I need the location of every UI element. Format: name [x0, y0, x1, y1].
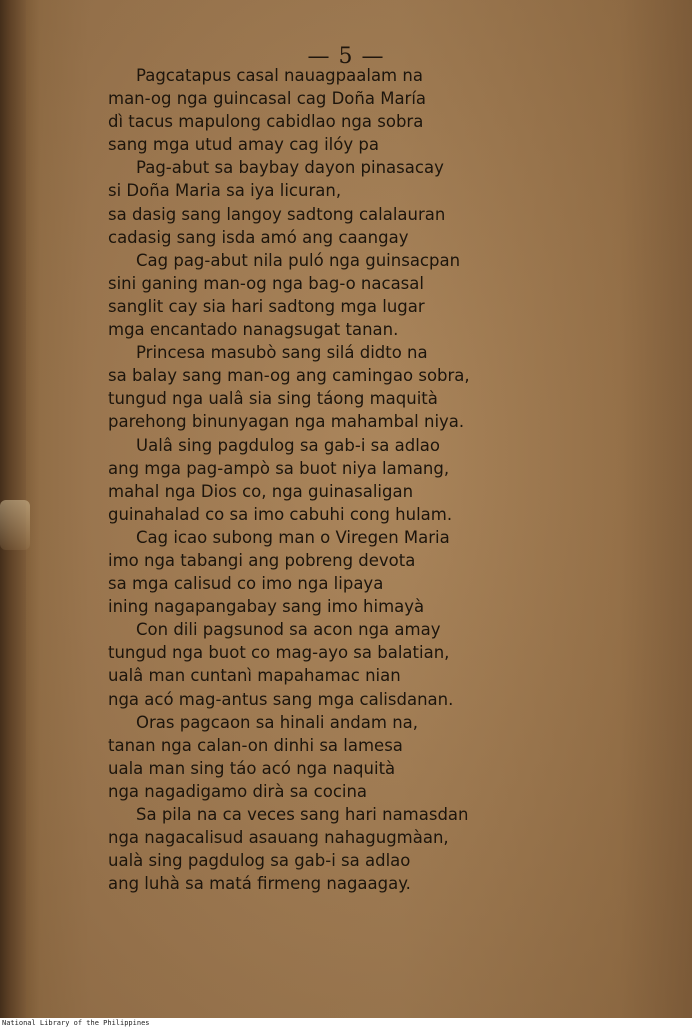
poem-line: man-og nga guincasal cag Doña María — [108, 89, 427, 109]
poem-line: si Doña Maria sa iya licuran, — [108, 181, 342, 201]
poem-line: ualâ man cuntanì mapahamac nian — [108, 666, 401, 686]
poem-line: uala man sing táo acó nga naquità — [108, 758, 396, 778]
poem-line: ang luhà sa matá firmeng nagaagay. — [108, 874, 411, 894]
poem-line: Princesa masubò sang silá didto na — [136, 343, 428, 363]
poem-line: Cag icao subong man o Viregen Maria — [136, 527, 450, 547]
poem-line: ang mga pag-ampò sa buot niya lamang, — [108, 458, 450, 478]
poem-line: nga nagacalisud asauang nahagugmàan, — [108, 828, 449, 848]
poem-line: Pagcatapus casal nauagpaalam na — [136, 66, 423, 85]
poem-line: tungud nga ualâ sia sing táong maquità — [108, 389, 438, 409]
poem-line: sa mga calisud co imo nga lipaya — [108, 574, 384, 594]
poem-line: tanan nga calan-on dinhi sa lamesa — [108, 735, 403, 755]
poem-line: cadasig sang isda amó ang caangay — [108, 227, 409, 247]
poem-line: Cag pag-abut nila puló nga guinsacpan — [136, 250, 461, 270]
poem-line: Con dili pagsunod sa acon nga amay — [136, 620, 441, 640]
poem-line: sang mga utud amay cag ilóy pa — [108, 135, 379, 155]
binding-thread — [0, 500, 30, 550]
poem-line: Ualâ sing pagdulog sa gab-i sa adlao — [136, 435, 440, 455]
poem-line: mga encantado nanagsugat tanan. — [108, 320, 399, 340]
footer-credit: National Library of the Philippines — [2, 1019, 150, 1027]
page-number: — 5 — — [307, 44, 385, 69]
poem-line: parehong binunyagan nga mahambal niya. — [108, 412, 465, 432]
poem-line: sa balay sang man-og ang camingao sobra, — [108, 366, 470, 386]
poem-line: Sa pila na ca veces sang hari namasdan — [136, 805, 469, 824]
poem-text-block — [108, 64, 548, 895]
poem-line: ualà sing pagdulog sa gab-i sa adlao — [108, 851, 411, 871]
poem-line: nga nagadigamo dirà sa cocina — [108, 781, 368, 801]
poem-line: Oras pagcaon sa hinali andam na, — [136, 712, 419, 732]
footer-credit-bar — [0, 1018, 692, 1028]
poem-line: Pag-abut sa baybay dayon pinasacay — [136, 158, 444, 178]
poem-line: sa dasig sang langoy sadtong calalauran — [108, 204, 446, 224]
poem-line: sanglit cay sia hari sadtong mga lugar — [108, 296, 425, 316]
poem-line: guinahalad co sa imo cabuhi cong hulam. — [108, 504, 453, 524]
poem-line: dì tacus mapulong cabidlao nga sobra — [108, 112, 424, 132]
poem-line: ining nagapangabay sang imo himayà — [108, 597, 425, 617]
poem-line: nga acó mag-antus sang mga calisdanan. — [108, 689, 454, 709]
poem-line: tungud nga buot co mag-ayo sa balatian, — [108, 643, 450, 663]
poem-line: sini ganing man-og nga bag-o nacasal — [108, 273, 424, 293]
poem-line: imo nga tabangi ang pobreng devota — [108, 550, 416, 570]
poem-line: mahal nga Dios co, nga guinasaligan — [108, 481, 414, 501]
